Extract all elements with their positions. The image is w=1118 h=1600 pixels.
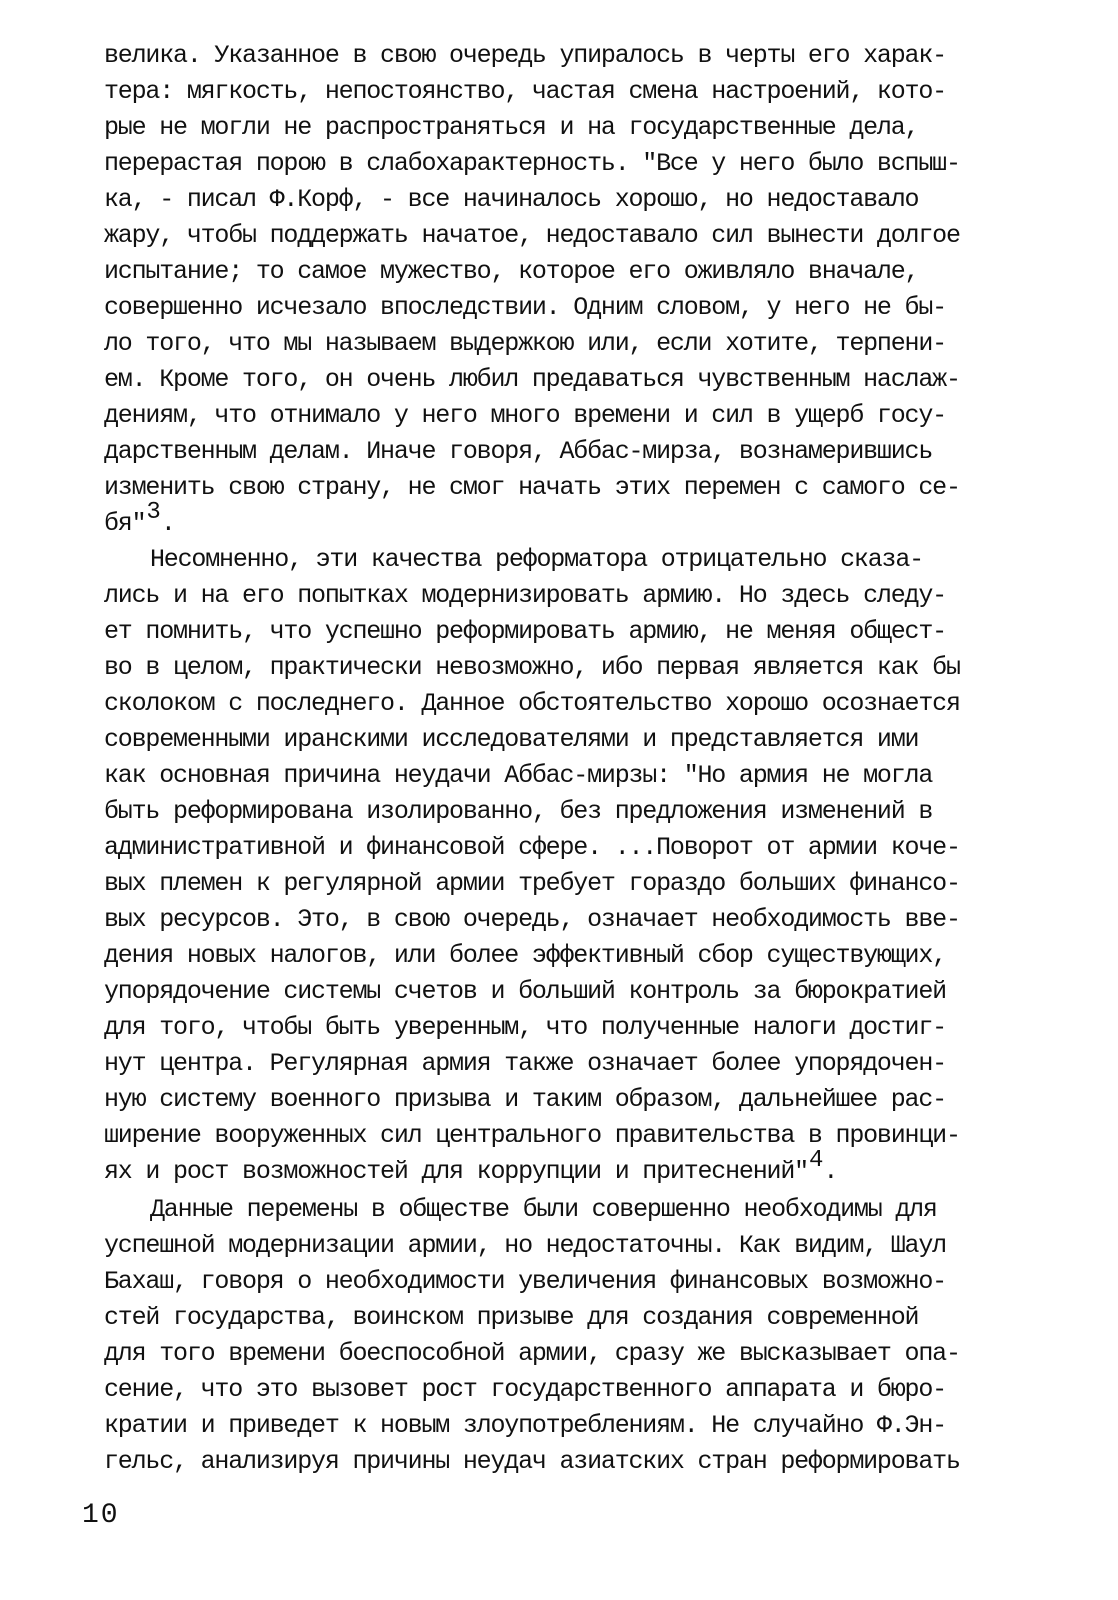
text-line-9: ло того, что мы называем выдержкою или, если хотите, терпени- bbox=[104, 329, 946, 358]
footnote-mark-3: 3 bbox=[146, 499, 161, 526]
text-line-36: стей государства, воинском призыве для создания современной bbox=[104, 1303, 919, 1332]
text-line-14: бя"3. bbox=[104, 499, 175, 538]
text-line-3: рые не могли не распространяться и на государственные дела, bbox=[104, 113, 919, 142]
text-line-35: Бахаш, говоря о необходимости увеличения финансовых возможно- bbox=[104, 1267, 946, 1296]
text-line-23: административной и финансовой сфере. ...Поворот от армии коче- bbox=[104, 833, 960, 862]
text-line-19: сколоком с последнего. Данное обстоятельство хорошо осознается bbox=[104, 689, 960, 718]
text-line-11: дениям, что отнимало у него много времени и сил в ущерб госу- bbox=[104, 401, 946, 430]
text-line-10: ем. Кроме того, он очень любил предаваться чувственным наслаж- bbox=[104, 365, 960, 394]
text-line-8: совершенно исчезало впоследствии. Одним словом, у него не бы- bbox=[104, 293, 946, 322]
footnote-mark-4: 4 bbox=[808, 1147, 824, 1174]
text-line-31: ширение вооруженных сил центрального правительства в провинци- bbox=[104, 1121, 960, 1150]
text-line-12: дарственным делам. Иначе говоря, Аббас-мирза, вознамерившись bbox=[104, 437, 933, 466]
text-line-21: как основная причина неудачи Аббас-мирзы: "Но армия не могла bbox=[104, 761, 933, 790]
text-line-15: Несомненно, эти качества реформатора отрицательно сказа- bbox=[150, 545, 923, 574]
text-line-4: перерастая порою в слабохарактерность. "Все у него было вспыш- bbox=[104, 149, 960, 178]
text-line-30: ную систему военного призыва и таким образом, дальнейшее рас- bbox=[104, 1085, 946, 1114]
text-line-1: велика. Указанное в свою очередь упиралось в черты его харак- bbox=[104, 41, 946, 70]
text-line-2: тера: мягкость, непостоянство, частая смена настроений, кото- bbox=[104, 77, 946, 106]
text-line-20: современными иранскими исследователями и представляется ими bbox=[104, 725, 919, 754]
text-line-16: лись и на его попытках модернизировать армию. Но здесь следу- bbox=[104, 581, 946, 610]
text-line-13: изменить свою страну, не смог начать этих перемен с самого се- bbox=[104, 473, 960, 502]
text-line-29: нут центра. Регулярная армия также означает более упорядочен- bbox=[104, 1049, 946, 1078]
text-line-28: для того, чтобы быть уверенным, что полученные налоги достиг- bbox=[104, 1013, 946, 1042]
text-line-7: испытание; то самое мужество, которое его оживляло вначале, bbox=[104, 257, 919, 286]
text-line-37: для того времени боеспособной армии, сразу же высказывает опа- bbox=[104, 1339, 960, 1368]
text-line-34: успешной модернизации армии, но недостаточны. Как видим, Шаул bbox=[104, 1231, 946, 1260]
text-line-33: Данные перемены в обществе были совершенно необходимы для bbox=[150, 1195, 937, 1224]
text-line-32: ях и рост возможностей для коррупции и притеснений"4. bbox=[104, 1147, 838, 1186]
text-line-27: упорядочение системы счетов и больший контроль за бюрократией bbox=[104, 977, 946, 1006]
text-line-5: ка, - писал Ф.Корф, - все начиналось хорошо, но недоставало bbox=[104, 185, 919, 214]
text-line-6: жару, чтобы поддержать начатое, недоставало сил вынести долгое bbox=[104, 221, 960, 250]
text-line-40: гельс, анализируя причины неудач азиатских стран реформировать bbox=[104, 1447, 960, 1476]
text-line-24: вых племен к регулярной армии требует гораздо больших финансо- bbox=[104, 869, 960, 898]
text-line-39: кратии и приведет к новым злоупотреблениям. Не случайно Ф.Эн- bbox=[104, 1411, 946, 1440]
text-line-17: ет помнить, что успешно реформировать армию, не меняя общест- bbox=[104, 617, 946, 646]
text-line-18: во в целом, практически невозможно, ибо первая является как бы bbox=[104, 653, 960, 682]
text-line-26: дения новых налогов, или более эффективный сбор существующих, bbox=[104, 941, 946, 970]
text-line-22: быть реформирована изолированно, без предложения изменений в bbox=[104, 797, 933, 826]
page-number: 10 bbox=[82, 1500, 120, 1531]
text-line-25: вых ресурсов. Это, в свою очередь, означает необходимость вве- bbox=[104, 905, 960, 934]
text-line-38: сение, что это вызовет рост государственного аппарата и бюро- bbox=[104, 1375, 946, 1404]
